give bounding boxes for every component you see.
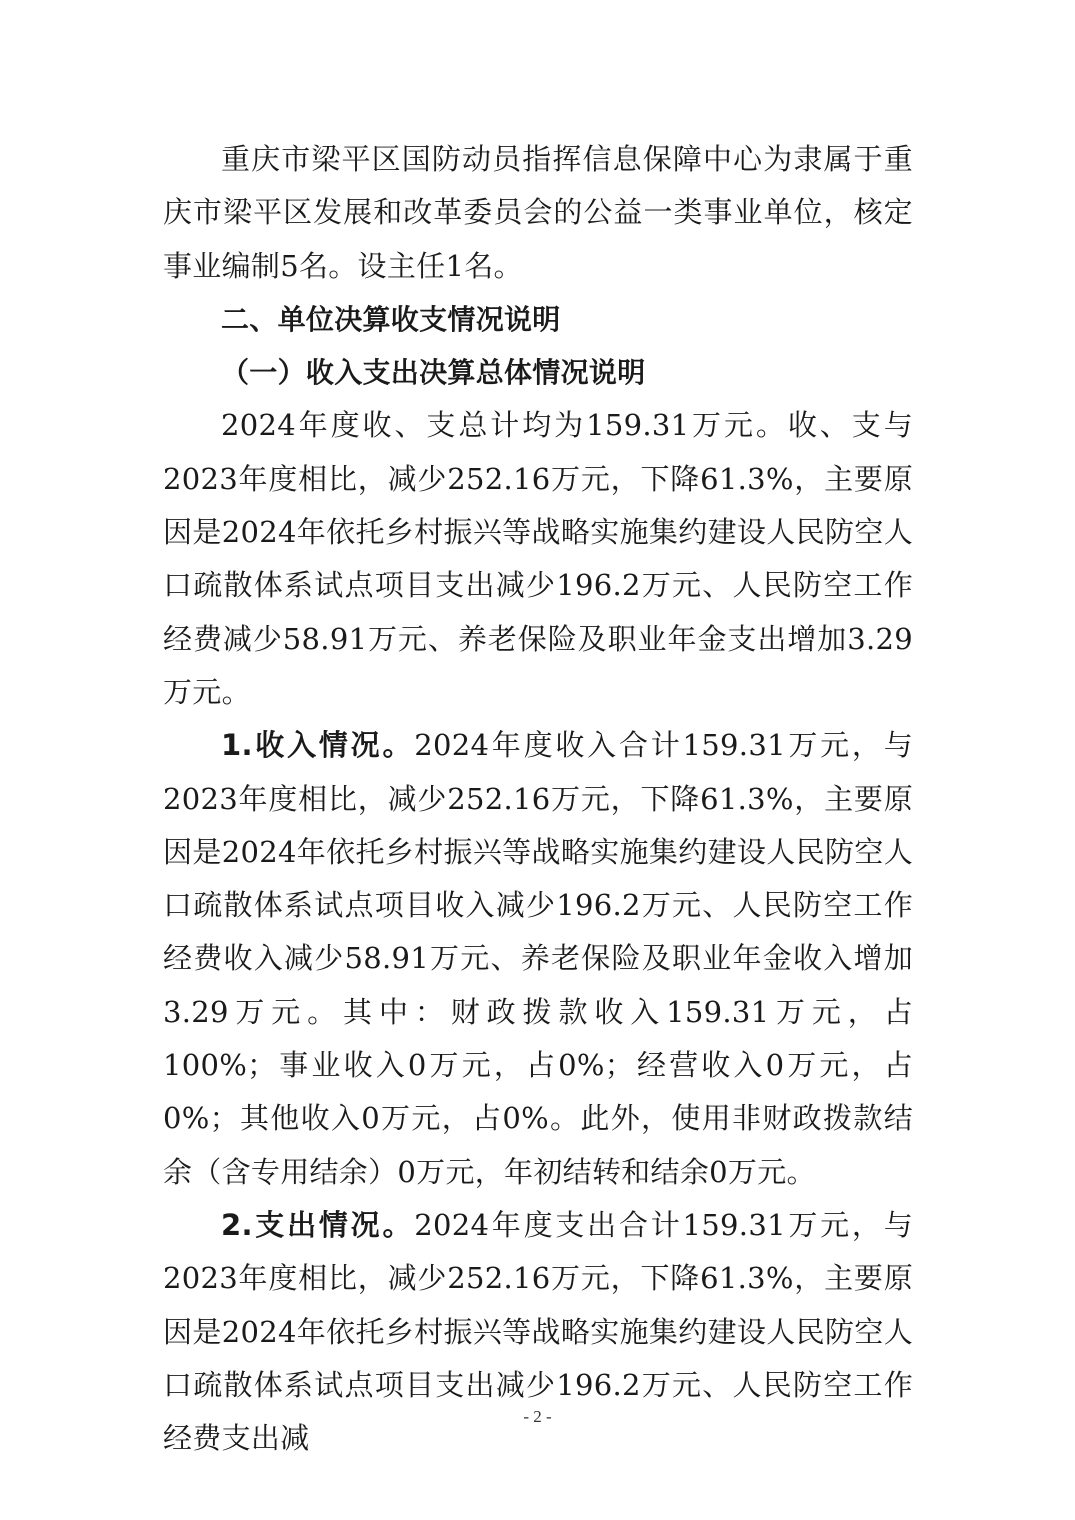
subsection-heading: （一）收入支出决算总体情况说明 [221, 356, 646, 390]
income-lead: 1.收入情况。 [221, 728, 415, 763]
income-text: 2024年度收入合计159.31万元，与2023年度相比，减少252.16万元，下降61.3%，主要原因是2024年依托乡村振兴等战略实施集约建设人民防空人口疏散体系试点项目收入减少196.2万元、人民防空工作经费收入减少58.91万元、养老保险及职业年金收入增加3.29万元。其中：财政拨款收入159.31万元，占100%；事业收入0万元，占0%；经营收入0万元，占0%；其他收入0万元，占0%。此外，使用非财政拨款结余（含专用结余）0万元，年初结转和结余0万元。 [163, 728, 914, 1189]
summary-paragraph: 2024年度收、支总计均为159.31万元。收、支与2023年度相比，减少252.16万元，下降61.3%，主要原因是2024年依托乡村振兴等战略实施集约建设人民防空人口疏散体系试点项目支出减少196.2万元、人民防空工作经费减少58.91万元、养老保险及职业年金支出增加3.29万元。 [163, 408, 913, 709]
document-body [163, 133, 913, 1465]
section-heading: 二、单位决算收支情况说明 [221, 302, 561, 336]
expenditure-text: 2024年度支出合计159.31万元，与2023年度相比，减少252.16万元，下降61.3%，主要原因是2024年依托乡村振兴等战略实施集约建设人民防空人口疏散体系试点项目支出减少196.2万元、人民防空工作经费支出减 [163, 1207, 914, 1456]
expenditure-lead: 2.支出情况。 [221, 1207, 415, 1242]
intro-paragraph: 重庆市梁平区国防动员指挥信息保障中心为隶属于重庆市梁平区发展和改革委员会的公益一类事业单位，核定事业编制5名。设主任1名。 [163, 142, 913, 283]
income-paragraph [163, 719, 913, 1199]
page-number: - 2 - [523, 1407, 552, 1426]
